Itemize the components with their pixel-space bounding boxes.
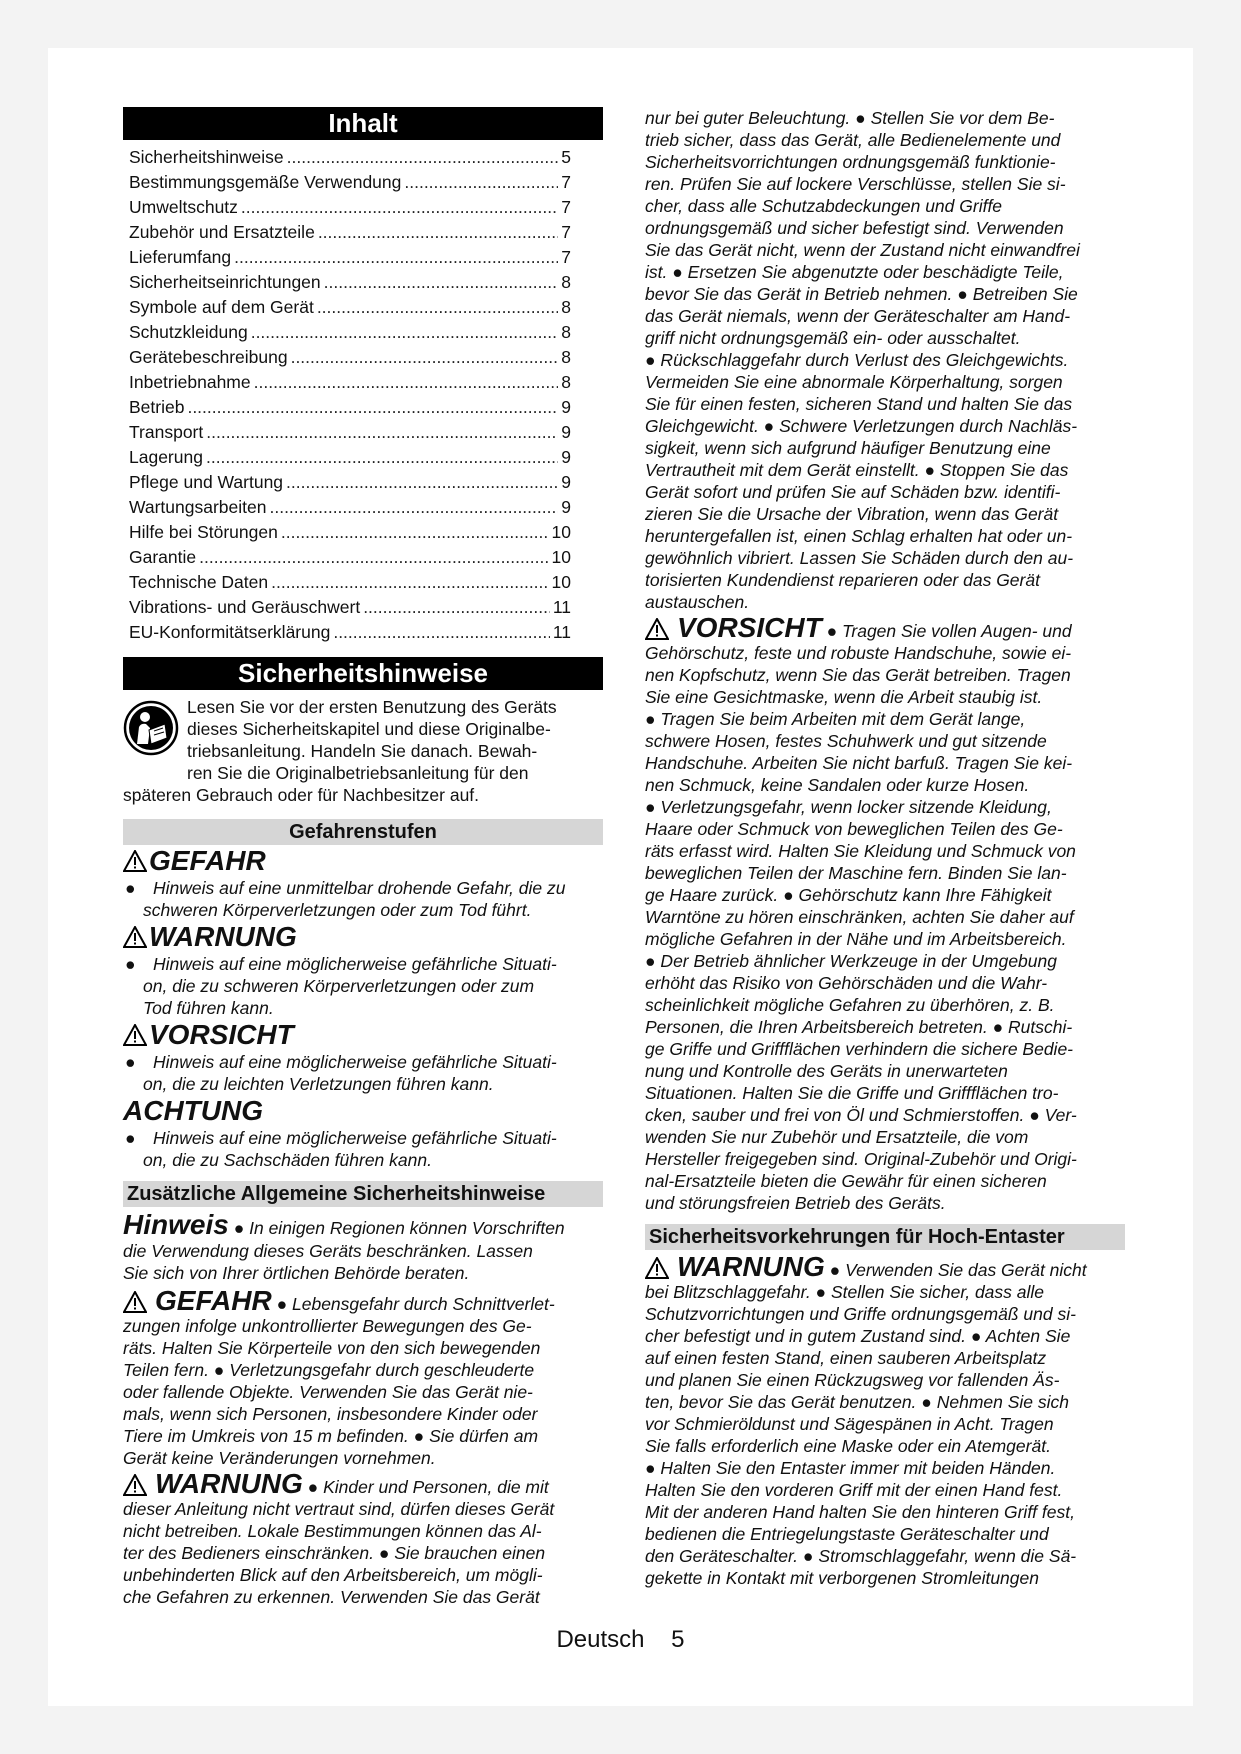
paragraph-line: ● Rückschlaggefahr durch Verlust des Gleichgewichts. (645, 350, 1069, 370)
toc-entry-page: 7 (561, 247, 571, 267)
toc-entry-label: Vibrations- und Geräuschwert (129, 597, 361, 617)
toc-title: Inhalt (123, 107, 603, 140)
paragraph-line: Sie falls erforderlich eine Maske oder ein Atemgerät. (645, 1436, 1051, 1456)
toc-entry-page: 7 (561, 222, 571, 242)
toc-entry-label: Sicherheitseinrichtungen (129, 272, 321, 292)
toc-leader-dots (269, 495, 558, 520)
safety-title: Sicherheitshinweise (123, 657, 603, 690)
hazard-level-description (123, 877, 603, 921)
paragraph-line: Vertrautheit mit dem Gerät einstellt. ● Stoppen Sie das (645, 460, 1069, 480)
toc-entry (123, 395, 603, 420)
hazard-levels-heading: Gefahrenstufen (123, 819, 603, 845)
toc-leader-dots (318, 220, 558, 245)
paragraph-line: austauschen. (645, 592, 750, 612)
toc-leader-dots (187, 395, 558, 420)
paragraph-line: ● Der Betrieb ähnlicher Werkzeuge in der Umgebung (645, 951, 1057, 971)
safety-intro-line: dieses Sicherheitskapitel und diese Originalbe- (187, 719, 551, 739)
paragraph-line: gewöhnlich vibriert. Lassen Sie Schäden durch den au- (645, 548, 1074, 568)
right-warnung-keyword: WARNUNG (677, 1251, 825, 1282)
bullet-icon: ● (125, 954, 136, 974)
toc-leader-dots (324, 270, 559, 295)
paragraph-line: dieser Anleitung nicht vertraut sind, dürfen dieses Gerät (123, 1499, 555, 1519)
paragraph-line: auf einen festen Stand, einen sauberen Arbeitsplatz (645, 1348, 1047, 1368)
paragraph-line: ge Griffe und Griffflächen verhindern die sichere Bedie- (645, 1039, 1074, 1059)
paragraph-line: ren. Prüfen Sie auf lockere Verschlüsse, stellen Sie si- (645, 174, 1066, 194)
paragraph-line: bevor Sie das Gerät in Betrieb nehmen. ● Betreiben Sie (645, 284, 1078, 304)
safety-intro-line: triebsanleitung. Handeln Sie danach. Bewah- (187, 741, 538, 761)
paragraph-line: Haare oder Schmuck von beweglichen Teilen des Ge- (645, 819, 1063, 839)
toc-entry-page: 9 (561, 497, 571, 517)
toc-entry (123, 145, 603, 170)
paragraph-line: cken, sauber und frei von Öl und Schmierstoffen. ● Ver- (645, 1105, 1077, 1125)
paragraph-line: Sie für einen festen, sicheren Stand und halten Sie das (645, 394, 1073, 414)
paragraph-line: Schutzvorrichtungen und Griffe ordnungsgemäß und si- (645, 1304, 1076, 1324)
page-footer (0, 1626, 1241, 1654)
toc-entry-label: Wartungsarbeiten (129, 497, 267, 517)
gefahr-keyword: GEFAHR (155, 1285, 272, 1316)
continued-text (645, 107, 1125, 613)
toc-entry-page: 10 (551, 572, 571, 592)
hazard-level-line: Hinweis auf eine möglicherweise gefährliche Situati- (153, 1128, 557, 1148)
toc-leader-dots (206, 445, 558, 470)
paragraph-line: Vermeiden Sie eine abnormale Körperhaltung, sorgen (645, 372, 1063, 392)
toc-entry-page: 11 (552, 597, 571, 617)
paragraph-line: mals, wenn sich Personen, insbesondere Kinder oder (123, 1404, 538, 1424)
toc-entry-label: Symbole auf dem Gerät (129, 297, 314, 317)
toc-leader-dots (251, 320, 559, 345)
paragraph-line: räts erfasst wird. Halten Sie Kleidung und Schmuck von (645, 841, 1076, 861)
warning-triangle-icon (645, 618, 669, 640)
paragraph-line: Sie das Gerät nicht, wenn der Zustand nicht einwandfrei (645, 240, 1080, 260)
read-manual-icon (123, 700, 179, 756)
toc-leader-dots (281, 520, 549, 545)
hinweis-line: ● In einigen Regionen können Vorschriften (233, 1218, 565, 1238)
paragraph-line: Gerät keine Veränderungen vornehmen. (123, 1448, 436, 1468)
warning-triangle-icon (123, 1474, 147, 1496)
toc-leader-dots (287, 145, 559, 170)
paragraph-line: Gleichgewicht. ● Schwere Verletzungen durch Nachläs- (645, 416, 1078, 436)
paragraph-line: che Gefahren zu erkennen. Verwenden Sie das Gerät (123, 1587, 540, 1607)
paragraph-line: nal-Ersatzteile bieten die Gewähr für einen sicheren (645, 1171, 1047, 1191)
toc-entry (123, 545, 603, 570)
toc-entry-page: 5 (561, 147, 571, 167)
hazard-level-line: Tod führen kann. (143, 998, 274, 1018)
paragraph-line: cher, dass alle Schutzabdeckungen und Griffe (645, 196, 1003, 216)
paragraph-line: und planen Sie einen Rückzugsweg vor fallenden Äs- (645, 1370, 1060, 1390)
toc-leader-dots (333, 620, 550, 645)
toc-entry-page: 9 (561, 422, 571, 442)
hazard-level-description (123, 1051, 603, 1095)
gefahr-block: GEFAHR ● Lebensgefahr durch Schnittverlet- zungen infolge unkontrollierter Bewegungen des Ge- räts. Halten Sie Körperteile von den sich bewegenden Teilen fern. ● Verletzungsgefahr durch geschleuderte oder fallende Objekte. Verwenden Sie das Gerät nie- mals, wenn sich Personen, insbesondere Kinder oder Tiere im Umkreis von 15 m befinden. ● Sie dürfen am Gerät keine Veränderungen vornehmen. (123, 1290, 603, 1469)
paragraph-line: ● Verletzungsgefahr, wenn locker sitzende Kleidung, (645, 797, 1052, 817)
hazard-level-name: ACHTUNG (123, 1095, 263, 1126)
paragraph-line: und störungsfreien Betrieb des Geräts. (645, 1193, 946, 1213)
safety-intro-line: Lesen Sie vor der ersten Benutzung des Geräts (187, 697, 557, 717)
toc-entry (123, 445, 603, 470)
hazard-level-name: WARNUNG (149, 921, 297, 952)
paragraph-line: schwere Hosen, festes Schuhwerk und gut sitzende (645, 731, 1047, 751)
paragraph-line: unbehinderten Blick auf den Arbeitsbereich, um mögli- (123, 1565, 543, 1585)
hazard-level-line: on, die zu schweren Körperverletzungen oder zum (143, 976, 535, 996)
paragraph-line: ist. ● Ersetzen Sie abgenutzte oder beschädigte Teile, (645, 262, 1064, 282)
toc-entry-page: 8 (561, 372, 571, 392)
toc-entry-page: 9 (561, 397, 571, 417)
paragraph-line: Sie sich von Ihrer örtlichen Behörde beraten. (123, 1263, 470, 1283)
hazard-level-line: schweren Körperverletzungen oder zum Tod führt. (143, 900, 532, 920)
toc-entry (123, 295, 603, 320)
hazard-levels (123, 845, 603, 1171)
paragraph-line: torisierten Kundendienst reparieren oder das Gerät (645, 570, 1040, 590)
paragraph-line: räts. Halten Sie Körperteile von den sich bewegenden (123, 1338, 541, 1358)
vorsicht-keyword: VORSICHT (677, 612, 822, 643)
hazard-level-name: VORSICHT (149, 1019, 294, 1050)
paragraph-line: Warntöne zu hören einschränken, achten Sie daher auf (645, 907, 1074, 927)
toc-entry-label: Schutzkleidung (129, 322, 248, 342)
toc-entry-page: 9 (561, 447, 571, 467)
toc-entry-page: 11 (552, 622, 571, 642)
hazard-level-line: Hinweis auf eine möglicherweise gefährliche Situati- (153, 954, 557, 974)
paragraph-line: wenden Sie nur Zubehör und Ersatzteile, die vom (645, 1127, 1029, 1147)
hazard-level-text (143, 1127, 557, 1171)
paragraph-line: ten, bevor Sie das Gerät benutzen. ● Nehmen Sie sich (645, 1392, 1069, 1412)
toc-leader-dots (199, 545, 548, 570)
paragraph-line: Situationen. Halten Sie die Griffe und Griffflächen tro- (645, 1083, 1059, 1103)
toc-entry (123, 245, 603, 270)
warning-triangle-icon (123, 1291, 147, 1313)
general-safety-heading: Zusätzliche Allgemeine Sicherheitshinweise (123, 1181, 603, 1207)
paragraph-line: Mit der anderen Hand halten Sie den hinteren Griff fest, (645, 1502, 1075, 1522)
warning-triangle-icon (123, 850, 147, 872)
hazard-level-text (143, 1051, 557, 1095)
paragraph-line: scheinlichkeit mögliche Gefahren zu überhören, z. B. (645, 995, 1055, 1015)
toc-entry-page: 8 (561, 322, 571, 342)
toc-entry-label: Betrieb (129, 397, 185, 417)
hazard-level-line: on, die zu leichten Verletzungen führen kann. (143, 1074, 494, 1094)
toc-entry-label: Transport (129, 422, 204, 442)
safety-intro (123, 696, 603, 784)
paragraph-line: nur bei guter Beleuchtung. ● Stellen Sie vor dem Be- (645, 108, 1055, 128)
toc-entry (123, 370, 603, 395)
hazard-level-text (143, 877, 566, 921)
hazard-level-title (123, 921, 603, 953)
toc-entry-label: Inbetriebnahme (129, 372, 251, 392)
toc-leader-dots (254, 370, 559, 395)
paragraph-line: ordnungsgemäß und sicher befestigt sind. Verwenden (645, 218, 1064, 238)
paragraph-line: Handschuhe. Arbeiten Sie nicht barfuß. Tragen Sie kei- (645, 753, 1073, 773)
precautions-heading: Sicherheitsvorkehrungen für Hoch-Entaster (645, 1224, 1125, 1250)
paragraph-line: trieb sicher, dass das Gerät, alle Bedienelemente und (645, 130, 1061, 150)
paragraph-line: Personen, die Ihren Arbeitsbereich betreten. ● Rutschi- (645, 1017, 1073, 1037)
paragraph-line: nen Kopfschutz, wenn Sie das Gerät betreiben. Tragen (645, 665, 1071, 685)
paragraph-line: das Gerät niemals, wenn der Geräteschalter am Hand- (645, 306, 1071, 326)
toc-leader-dots (363, 595, 550, 620)
safety-intro-line: ren Sie die Originalbetriebsanleitung für den (187, 763, 529, 783)
toc-entry (123, 270, 603, 295)
warning-triangle-icon (123, 926, 147, 948)
toc-leader-dots (271, 570, 548, 595)
toc-entry-label: Gerätebeschreibung (129, 347, 288, 367)
hazard-level-title (123, 1095, 603, 1127)
paragraph-line: sigkeit, wenn sich aufgrund häufiger Benutzung eine (645, 438, 1051, 458)
paragraph-line: Hersteller freigegeben sind. Original-Zubehör und Origi- (645, 1149, 1077, 1169)
paragraph-line: Tiere im Umkreis von 15 m befinden. ● Sie dürfen am (123, 1426, 539, 1446)
toc-entry (123, 320, 603, 345)
paragraph-line: vor Schmieröldunst und Sägespänen in Acht. Tragen (645, 1414, 1054, 1434)
toc-entry-page: 10 (551, 522, 571, 542)
hazard-level-title (123, 1019, 603, 1051)
toc-entry-page: 9 (561, 472, 571, 492)
toc-entry (123, 220, 603, 245)
toc-entry (123, 420, 603, 445)
paragraph-line: Gerät sofort und prüfen Sie auf Schäden bzw. identifi- (645, 482, 1061, 502)
bullet-icon: ● (125, 878, 136, 898)
toc-entry-page: 10 (551, 547, 571, 567)
hazard-level-description (123, 953, 603, 1019)
toc-entry-label: Bestimmungsgemäße Verwendung (129, 172, 402, 192)
toc-entry (123, 595, 603, 620)
paragraph-line: Halten Sie den vorderen Griff mit der einen Hand fest. (645, 1480, 1063, 1500)
paragraph-line: bei Blitzschlaggefahr. ● Stellen Sie sicher, dass alle (645, 1282, 1045, 1302)
paragraph-line: heruntergefallen ist, einen Schlag erhalten hat oder un- (645, 526, 1073, 546)
paragraph-line: ● Halten Sie den Entaster immer mit beiden Händen. (645, 1458, 1056, 1478)
hazard-level-line: on, die zu Sachschäden führen kann. (143, 1150, 432, 1170)
paragraph-line: nung und Kontrolle des Geräts in unerwarteten (645, 1061, 1008, 1081)
safety-intro-text (187, 696, 557, 784)
vorsicht-block: VORSICHT ● Tragen Sie vollen Augen- und Gehörschutz, feste und robuste Handschuhe, sowie ei- nen Kopfschutz, wenn Sie das Gerät betreiben. Tragen Sie eine Gesichtmaske, wenn die Arbeit staubig ist. ● Tragen Sie beim Arbeiten mit dem Gerät lange, schwere Hosen, festes Schuhwerk und gut sitzende Handschuhe. Arbeiten Sie nicht barfuß. Tragen Sie kei- nen Schmuck, keine Sandalen oder kurze Hosen. ● Verletzungsgefahr, wenn locker sitzende Kleidung, Haare oder Schmuck von beweglichen Teilen des Ge- räts erfasst wird. Halten Sie Kleidung und Schmuck von beweglichen Teilen der Maschine fern. Binden Sie lan- ge Haare zurück. ● Gehörschutz kann Ihre Fähigkeit Warntöne zu hören einschränken, achten Sie daher auf mögliche Gefahren in der Nähe und im Arbeitsbereich. ● Der Betrieb ähnlicher Werkzeuge in der Umgebung erhöht das Risiko von Gehörschäden und die Wahr- scheinlichkeit mögliche Gefahren zu überhören, z. B. Personen, die Ihren Arbeitsbereich betreten. ● Rutschi- ge Griffe und Griffflächen verhindern die sichere Bedie- nung und Kontrolle des Geräts in unerwarteten Situationen. Halten Sie die Griffe und Griffflächen tro- cken, sauber und frei von Öl und Schmierstoffen. ● Ver- wenden Sie nur Zubehör und Ersatzteile, die vom Hersteller freigegeben sind. Original-Zubehör und Origi- nal-Ersatzteile bieten die Gewähr für einen sicheren und störungsfreien Betrieb des Geräts. (645, 617, 1125, 1214)
paragraph-line: beweglichen Teilen der Maschine fern. Binden Sie lan- (645, 863, 1067, 883)
right-column (645, 107, 1125, 1589)
bullet-icon: ● (125, 1052, 136, 1072)
warning-triangle-icon (123, 1024, 147, 1046)
toc-entry (123, 620, 603, 645)
hazard-level-description (123, 1127, 603, 1171)
paragraph-line: den Geräteschalter. ● Stromschlaggefahr, wenn die Sä- (645, 1546, 1077, 1566)
paragraph-line: Sie eine Gesichtmaske, wenn die Arbeit staubig ist. (645, 687, 1043, 707)
hinweis-keyword: Hinweis (123, 1209, 229, 1240)
toc-entry (123, 570, 603, 595)
hazard-level-text (143, 953, 557, 1019)
toc-entry-label: Zubehör und Ersatzteile (129, 222, 315, 242)
table-of-contents (123, 145, 603, 645)
toc-leader-dots (234, 245, 558, 270)
hazard-level-title (123, 845, 603, 877)
toc-entry-page: 8 (561, 297, 571, 317)
toc-entry-page: 7 (561, 197, 571, 217)
toc-entry-page: 7 (561, 172, 571, 192)
paragraph-line: oder fallende Objekte. Verwenden Sie das Gerät nie- (123, 1382, 533, 1402)
toc-leader-dots (241, 195, 558, 220)
toc-entry (123, 345, 603, 370)
hazard-level-name: GEFAHR (149, 845, 266, 876)
hinweis-block (123, 1210, 603, 1284)
toc-entry-label: Umweltschutz (129, 197, 238, 217)
paragraph-line: griff nicht ordnungsgemäß ein- oder ausschaltet. (645, 328, 1021, 348)
paragraph-line: Teilen fern. ● Verletzungsgefahr durch geschleuderte (123, 1360, 535, 1380)
footer-page-number: 5 (671, 1626, 685, 1653)
bullet-icon: ● (125, 1128, 136, 1148)
toc-entry (123, 170, 603, 195)
paragraph-line: cher befestigt und in gutem Zustand sind. ● Achten Sie (645, 1326, 1071, 1346)
warning-triangle-icon (645, 1257, 669, 1279)
footer-language: Deutsch (556, 1626, 645, 1653)
paragraph-line: gekette in Kontakt mit verborgenen Stromleitungen (645, 1568, 1039, 1588)
toc-leader-dots (286, 470, 558, 495)
paragraph-line: nicht betreiben. Lokale Bestimmungen können das Al- (123, 1521, 542, 1541)
paragraph-line: ter des Bedieners einschränken. ● Sie brauchen einen (123, 1543, 546, 1563)
toc-entry (123, 495, 603, 520)
warnung-keyword: WARNUNG (155, 1468, 303, 1499)
toc-entry (123, 470, 603, 495)
paragraph-line: Gehörschutz, feste und robuste Handschuhe, sowie ei- (645, 643, 1072, 663)
toc-entry-label: Lieferumfang (129, 247, 232, 267)
hazard-level-line: Hinweis auf eine unmittelbar drohende Gefahr, die zu (153, 878, 566, 898)
paragraph-line: bedienen die Entriegelungstaste Geräteschalter und (645, 1524, 1049, 1544)
toc-leader-dots (291, 345, 559, 370)
paragraph-line: ge Haare zurück. ● Gehörschutz kann Ihre Fähigkeit (645, 885, 1052, 905)
toc-entry-page: 8 (561, 272, 571, 292)
left-column (123, 107, 603, 1608)
toc-entry-label: Lagerung (129, 447, 203, 467)
paragraph-line: erhöht das Risiko von Gehörschäden und die Wahr- (645, 973, 1048, 993)
toc-entry-page: 8 (561, 347, 571, 367)
toc-leader-dots (206, 420, 558, 445)
safety-intro-tail: späteren Gebrauch oder für Nachbesitzer auf. (123, 785, 480, 805)
toc-entry-label: EU-Konformitätserklärung (129, 622, 331, 642)
paragraph-line: zieren Sie die Ursache der Vibration, wenn das Gerät (645, 504, 1059, 524)
toc-entry-label: Sicherheitshinweise (129, 147, 284, 167)
toc-entry-label: Technische Daten (129, 572, 269, 592)
paragraph-line: ● Tragen Sie beim Arbeiten mit dem Gerät lange, (645, 709, 1026, 729)
toc-entry-label: Pflege und Wartung (129, 472, 284, 492)
paragraph-line: nen Schmuck, keine Sandalen oder kurze Hosen. (645, 775, 1030, 795)
toc-entry-label: Garantie (129, 547, 197, 567)
toc-entry-label: Hilfe bei Störungen (129, 522, 278, 542)
toc-entry (123, 520, 603, 545)
hazard-level-line: Hinweis auf eine möglicherweise gefährliche Situati- (153, 1052, 557, 1072)
toc-leader-dots (404, 170, 558, 195)
warnung-block: WARNUNG ● Kinder und Personen, die mit dieser Anleitung nicht vertraut sind, dürfen dieses Gerät nicht betreiben. Lokale Bestimmungen können das Al- ter des Bedieners einschränken. ● Sie brauchen einen unbehinderten Blick auf den Arbeitsbereich, um mögli- che Gefahren zu erkennen. Verwenden Sie das Gerät (123, 1473, 603, 1608)
right-warnung-block: WARNUNG ● Verwenden Sie das Gerät nicht bei Blitzschlaggefahr. ● Stellen Sie sicher, dass alle Schutzvorrichtungen und Griffe ordnungsgemäß und si- cher befestigt und in gutem Zustand sind. ● Achten Sie auf einen festen Stand, einen sauberen Arbeitsplatz und planen Sie einen Rückzugsweg vor fallenden Äs- ten, bevor Sie das Gerät benutzen. ● Nehmen Sie sich vor Schmieröldunst und Sägespänen in Acht. Tragen Sie falls erforderlich eine Maske oder ein Atemgerät. ● Halten Sie den Entaster immer mit beiden Händen. Halten Sie den vorderen Griff mit der einen Hand fest. Mit der anderen Hand halten Sie den hinteren Griff fest, bedienen die Entriegelungstaste Geräteschalter und den Geräteschalter. ● Stromschlaggefahr, wenn die Sä- gekette in Kontakt mit verborgenen Stromleitungen (645, 1256, 1125, 1589)
paragraph-line: die Verwendung dieses Geräts beschränken. Lassen (123, 1241, 533, 1261)
toc-leader-dots (317, 295, 558, 320)
paragraph-line: mögliche Gefahren in der Nähe und im Arbeitsbereich. (645, 929, 1067, 949)
paragraph-line: Sicherheitsvorrichtungen ordnungsgemäß funktionie- (645, 152, 1056, 172)
paragraph-line: zungen infolge unkontrollierter Bewegungen des Ge- (123, 1316, 532, 1336)
toc-entry (123, 195, 603, 220)
